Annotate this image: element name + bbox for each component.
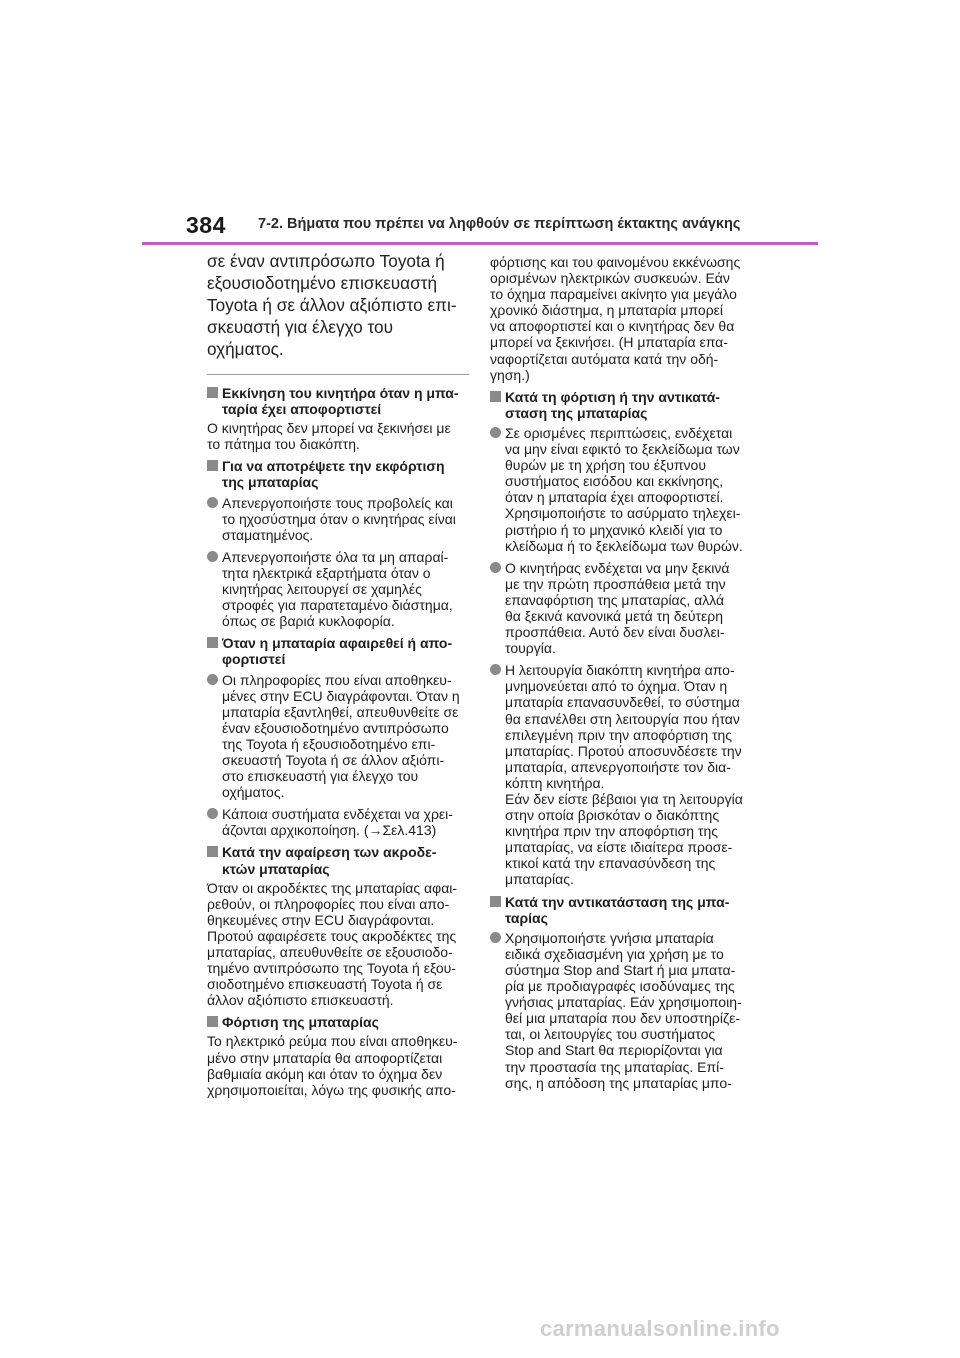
round-bullet-icon: [490, 664, 501, 675]
bullet-item: [490, 662, 752, 887]
section-heading-text: Φόρτιση της μπαταρίας: [222, 1014, 379, 1031]
bullet-text: Η λειτουργία διακόπτη κινητήρα απο- μνημονεύεται από το όχημα. Όταν η μπαταρία επανασυνδεθεί, το σύστημα θα επανέλθει στη λειτουργία που ήταν επιλεγμένη πριν την αποφόρτιση της μπαταρίας. Προτού αποσυνδέσετε την μπαταρία, απενεργοποιήστε τον δια- κόπτη κινητήρα. Εάν δεν είστε βέβαιοι για τη λειτουργία στην οποία βρισκόταν ο διακόπτης κινητήρα πριν την αποφόρτιση της μπαταρίας, να είστε ιδιαίτερα προσε- κτικοί κατά την επανασύνδεση της μπαταρίας.: [505, 662, 743, 888]
bullet-item: [490, 425, 752, 554]
page-number: 384: [186, 212, 226, 238]
round-bullet-icon: [207, 551, 218, 562]
bullet-item: [490, 930, 752, 1091]
section-heading: [207, 458, 469, 490]
section-heading-text: Κατά τη φόρτιση ή την αντικατά- σταση της μπαταρίας: [505, 388, 720, 421]
round-bullet-icon: [207, 497, 218, 508]
bullet-text: Κάποια συστήματα ενδέχεται να χρει- άζονται αρχικοποίηση. (→Σελ.413): [222, 806, 453, 839]
square-bullet-icon: [490, 391, 501, 402]
section-heading-text: Όταν η μπαταρία αφαιρεθεί ή απο- φορτιστεί: [222, 635, 453, 668]
square-bullet-icon: [207, 460, 218, 471]
bullet-text: Απενεργοποιήστε όλα τα μη απαραί- τητα ηλεκτρικά εξαρτήματα όταν ο κινητήρας λειτουργεί σε χαμηλές στροφές για παρατεταμένο διάστημα, όπως σε βαριά κυκλοφορία.: [222, 548, 453, 630]
bullet-text: Χρησιμοποιήστε γνήσια μπαταρία ειδικά σχεδιασμένη για χρήση με το σύστημα Stop and Start ή μια μπατα- ρία με προδιαγραφές ισοδύναμες της γνήσιας μπαταρίας. Εάν χρησιμοποιη- θεί μια μπαταρία που δεν υποστηρίζε- ται, οι λειτουργίες του συστήματος Stop and Start θα περιορίζονται για την προστασία της μπαταρίας. Επί- σης, η απόδοση της μπαταρίας μπο-: [505, 929, 742, 1091]
bullet-text: Απενεργοποιήστε τους προβολείς και το ηχοσύστημα όταν ο κινητήρας είναι σταματημένος.: [222, 494, 456, 543]
section-body: Ο κινητήρας δεν μπορεί να ξεκινήσει με το πάτημα του διακόπτη.: [207, 420, 451, 453]
bullet-item: [207, 806, 469, 838]
section-battery-charging: [207, 1014, 469, 1097]
section-heading-text: Εκκίνηση του κινητήρα όταν η μπα- ταρία έχει αποφορτιστεί: [222, 385, 459, 418]
bullet-item: [490, 560, 752, 657]
page-header: [0, 0, 960, 250]
bullet-item: [207, 549, 469, 629]
round-bullet-icon: [490, 427, 501, 438]
left-column: [207, 250, 469, 1104]
bullet-text: Σε ορισμένες περιπτώσεις, ενδέχεται να μην είναι εφικτό το ξεκλείδωμα των θυρών με τη χρήση του έξυπνου συστήματος εισόδου και εκκίνησης, όταν η μπαταρία έχει αποφορτιστεί. Χρησιμοποιήστε το ασύρματο τηλεχει- ριστήριο ή το μηχανικό κλειδί για το κλείδωμα ή το ξεκλείδωμα των θυρών.: [505, 424, 743, 554]
square-bullet-icon: [490, 896, 501, 907]
square-bullet-icon: [207, 637, 218, 648]
continuation-paragraph: φόρτισης και του φαινομένου εκκένωσης ορισμένων ηλεκτρικών συσκευών. Εάν το όχημα παραμείνει ακίνητο για μεγάλο χρονικό διάστημα, η μπαταρία μπορεί να αποφορτιστεί και ο κινητήρας δεν θα μπορεί να ξεκινήσει. (Η μπαταρία επα- ναφορτίζεται αυτόματα κατά την οδή- γηση.): [490, 254, 741, 383]
section-heading: [207, 385, 469, 417]
section-battery-replacement: [490, 894, 752, 1091]
section-body: Όταν οι ακροδέκτες της μπαταρίας αφαι- ρεθούν, οι πληροφορίες που είναι απο- θηκευμένες στην ECU διαγράφονται. Προτού αφαιρέσετε τους ακροδέκτες της μπαταρίας, απευθυνθείτε σε εξουσιοδο- τημένο αντιπρόσωπο της Toyota ή εξου- σιοδοτημένο επισκευαστή Toyota ή σε άλλον αξιόπιστο επισκευαστή.: [207, 879, 458, 1009]
chapter-title: 7-2. Βήματα που πρέπει να ληφθούν σε περίπτωση έκτακτης ανάγκης: [258, 216, 741, 232]
header-divider: [142, 242, 818, 245]
site-watermark: carmanualsonline.info: [540, 1316, 780, 1341]
section-heading: [207, 1014, 469, 1030]
section-heading: [207, 844, 469, 876]
bullet-item: [207, 672, 469, 801]
square-bullet-icon: [207, 1016, 218, 1027]
section-heading: [207, 635, 469, 667]
round-bullet-icon: [490, 932, 501, 943]
round-bullet-icon: [207, 808, 218, 819]
bullet-text: Οι πληροφορίες που είναι αποθηκευ- μένες στην ECU διαγράφονται. Όταν η μπαταρία εξαντληθεί, απευθυνθείτε σε έναν εξουσιοδοτημένο αντιπρόσωπο της Toyota ή εξουσιοδοτημένο επι- σκευαστή Toyota ή σε άλλον αξιόπι- στο επισκευαστή για έλεγχο του οχήματος.: [222, 671, 460, 801]
square-bullet-icon: [207, 387, 218, 398]
section-heading-text: Κατά την αντικατάσταση της μπα- ταρίας: [505, 893, 730, 926]
section-heading-text: Κατά την αφαίρεση των ακροδε- κτών μπαταρίας: [222, 844, 437, 877]
section-charge-replace: [490, 389, 752, 888]
section-heading: [490, 894, 752, 926]
section-heading-text: Για να αποτρέψετε την εκφόρτιση της μπαταρίας: [222, 458, 445, 491]
section-prevent-discharge: [207, 458, 469, 629]
section-heading: [490, 389, 752, 421]
bullet-item: [207, 495, 469, 543]
section-divider: [207, 374, 469, 375]
section-terminal-removal: [207, 844, 469, 1008]
bullet-text: Ο κινητήρας ενδέχεται να μην ξεκινά με την πρώτη προσπάθεια μετά την επαναφόρτιση της μπαταρίας, αλλά θα ξεκινά κανονικά μετά τη δεύτερη προσπάθεια. Αυτό δεν είναι δυσλει- τουργία.: [505, 559, 730, 657]
section-body: Το ηλεκτρικό ρεύμα που είναι αποθηκευ- μένο στην μπαταρία θα αποφορτίζεται βαθμιαία ακόμη και όταν το όχημα δεν χρησιμοποιείται, λόγω της φυσικής απο-: [207, 1033, 458, 1098]
round-bullet-icon: [490, 562, 501, 573]
section-battery-removed: [207, 635, 469, 838]
section-engine-start-discharged: [207, 385, 469, 452]
square-bullet-icon: [207, 846, 218, 857]
intro-paragraph: σε έναν αντιπρόσωπο Toyota ή εξουσιοδοτημένο επισκευαστή Toyota ή σε άλλον αξιόπιστο επι- σκευαστή για έλεγχο του οχήματος.: [207, 251, 457, 359]
round-bullet-icon: [207, 674, 218, 685]
right-column: [490, 250, 752, 1097]
